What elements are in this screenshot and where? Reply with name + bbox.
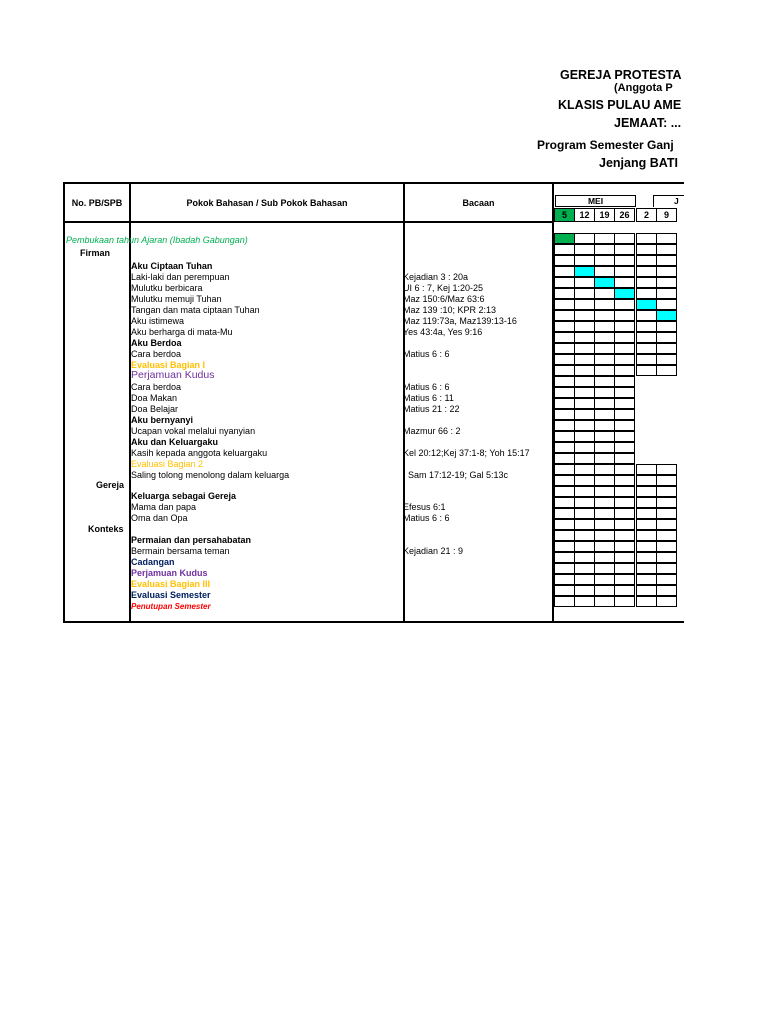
day-header: 2	[636, 208, 657, 222]
schedule-cell	[636, 475, 657, 486]
schedule-cell	[614, 387, 635, 398]
schedule-cell	[614, 519, 635, 530]
schedule-cell	[594, 288, 615, 299]
schedule-cell	[594, 563, 615, 574]
schedule-cell	[574, 299, 595, 310]
schedule-cell	[614, 596, 635, 607]
schedule-cell	[574, 255, 595, 266]
day-header: 26	[614, 208, 635, 222]
row-topic: Mulutku berbicara	[131, 283, 203, 293]
schedule-cell	[594, 497, 615, 508]
schedule-cell	[554, 398, 575, 409]
schedule-cell	[594, 332, 615, 343]
schedule-cell	[614, 409, 635, 420]
schedule-cell	[554, 552, 575, 563]
schedule-cell	[614, 365, 635, 376]
schedule-cell	[594, 574, 615, 585]
schedule-cell	[594, 486, 615, 497]
row-topic: Evaluasi Semester	[131, 590, 211, 600]
row-topic: Evaluasi Bagian 2	[131, 459, 204, 469]
title-jenjang: Jenjang BATI	[599, 156, 678, 170]
schedule-table	[63, 182, 684, 625]
row-topic: Laki-laki dan perempuan	[131, 272, 230, 282]
row-topic: Evaluasi Bagian I	[131, 360, 206, 370]
schedule-cell	[636, 277, 657, 288]
schedule-cell	[656, 321, 677, 332]
schedule-cell	[554, 574, 575, 585]
schedule-cell	[554, 376, 575, 387]
schedule-cell	[594, 299, 615, 310]
day-header: 19	[594, 208, 615, 222]
day-header: 5	[554, 208, 575, 222]
schedule-cell	[614, 332, 635, 343]
schedule-cell	[594, 464, 615, 475]
schedule-cell	[554, 475, 575, 486]
schedule-cell	[574, 310, 595, 321]
schedule-cell	[574, 398, 595, 409]
schedule-cell	[554, 431, 575, 442]
schedule-cell	[636, 519, 657, 530]
schedule-cell	[656, 299, 677, 310]
row-reading: Efesus 6:1	[403, 502, 446, 512]
schedule-cell	[554, 420, 575, 431]
schedule-cell	[614, 321, 635, 332]
schedule-cell	[594, 266, 615, 277]
row-reading: I Sam 17:12-19; Gal 5:13c	[403, 470, 509, 480]
schedule-cell	[574, 453, 595, 464]
table-border-bottom	[63, 621, 684, 623]
schedule-cell	[574, 519, 595, 530]
schedule-cell	[594, 343, 615, 354]
row-topic: Aku berharga di mata-Mu	[131, 327, 233, 337]
schedule-cell	[636, 497, 657, 508]
schedule-cell	[594, 541, 615, 552]
schedule-cell	[636, 321, 657, 332]
schedule-cell	[554, 464, 575, 475]
schedule-cell	[574, 266, 595, 277]
month-header-mei: MEI	[555, 195, 636, 207]
day-header: 12	[574, 208, 595, 222]
schedule-cell	[656, 519, 677, 530]
schedule-cell	[636, 244, 657, 255]
schedule-cell	[594, 420, 615, 431]
schedule-cell	[636, 508, 657, 519]
row-reading: Yes 43:4a, Yes 9:16	[403, 327, 483, 337]
schedule-cell	[554, 255, 575, 266]
row-topic: Penutupan Semester	[131, 602, 211, 611]
schedule-cell	[614, 563, 635, 574]
schedule-cell	[636, 563, 657, 574]
schedule-cell	[636, 530, 657, 541]
row-reading: Kejadian 3 : 20a	[403, 272, 469, 282]
row-topic: Permaian dan persahabatan	[131, 535, 252, 545]
schedule-cell	[656, 244, 677, 255]
schedule-cell	[614, 299, 635, 310]
schedule-cell	[614, 497, 635, 508]
schedule-cell	[656, 508, 677, 519]
schedule-cell	[574, 244, 595, 255]
row-topic: Bermain bersama teman	[131, 546, 230, 556]
schedule-cell	[594, 453, 615, 464]
schedule-cell	[656, 574, 677, 585]
row-topic: Aku Berdoa	[131, 338, 182, 348]
row-topic: Doa Belajar	[131, 404, 179, 414]
schedule-cell	[656, 255, 677, 266]
schedule-cell	[554, 409, 575, 420]
schedule-cell	[574, 585, 595, 596]
schedule-cell	[614, 255, 635, 266]
row-topic: Mulutku memuji Tuhan	[131, 294, 222, 304]
schedule-cell	[554, 321, 575, 332]
schedule-cell	[594, 398, 615, 409]
schedule-cell	[614, 442, 635, 453]
schedule-cell	[614, 552, 635, 563]
schedule-cell	[574, 431, 595, 442]
schedule-cell	[554, 266, 575, 277]
schedule-cell	[594, 409, 615, 420]
schedule-cell	[636, 310, 657, 321]
row-topic: Doa Makan	[131, 393, 178, 403]
schedule-cell	[656, 266, 677, 277]
schedule-cell	[594, 596, 615, 607]
row-topic: Aku istimewa	[131, 316, 185, 326]
schedule-cell	[574, 376, 595, 387]
schedule-cell	[614, 453, 635, 464]
schedule-cell	[614, 244, 635, 255]
schedule-cell	[594, 519, 615, 530]
schedule-cell	[594, 310, 615, 321]
row-topic: Pembukaan tahun Ajaran (Ibadah Gabungan)	[66, 235, 248, 245]
schedule-cell	[554, 277, 575, 288]
schedule-cell	[574, 442, 595, 453]
schedule-cell	[574, 233, 595, 244]
schedule-cell	[614, 376, 635, 387]
schedule-cell	[594, 376, 615, 387]
schedule-cell	[554, 519, 575, 530]
schedule-cell	[554, 541, 575, 552]
row-topic: Ucapan vokal melalui nyanyian	[131, 426, 256, 436]
schedule-cell	[554, 442, 575, 453]
schedule-cell	[636, 288, 657, 299]
row-topic: Tangan dan mata ciptaan Tuhan	[131, 305, 260, 315]
schedule-cell	[656, 365, 677, 376]
schedule-cell	[614, 574, 635, 585]
schedule-cell	[574, 530, 595, 541]
row-reading: Kejadian 21 : 9	[403, 546, 464, 556]
schedule-cell	[614, 354, 635, 365]
title-membership: (Anggota P	[614, 82, 673, 94]
schedule-cell	[656, 277, 677, 288]
schedule-cell	[614, 508, 635, 519]
schedule-cell	[614, 277, 635, 288]
schedule-cell	[594, 585, 615, 596]
schedule-cell	[574, 508, 595, 519]
schedule-cell	[574, 332, 595, 343]
schedule-cell	[554, 585, 575, 596]
row-topic: Aku Ciptaan Tuhan	[131, 261, 213, 271]
schedule-cell	[554, 486, 575, 497]
schedule-cell	[574, 563, 595, 574]
schedule-cell	[656, 497, 677, 508]
schedule-cell	[614, 233, 635, 244]
row-topic: Mama dan papa	[131, 502, 197, 512]
schedule-cell	[614, 288, 635, 299]
schedule-cell	[554, 354, 575, 365]
schedule-cell	[614, 420, 635, 431]
schedule-cell	[574, 574, 595, 585]
schedule-cell	[614, 585, 635, 596]
schedule-cell	[594, 255, 615, 266]
schedule-cell	[614, 266, 635, 277]
schedule-cell	[594, 508, 615, 519]
schedule-cell	[554, 233, 575, 244]
schedule-cell	[614, 530, 635, 541]
row-reading: Matius 6 : 6	[403, 349, 450, 359]
row-topic: Oma dan Opa	[131, 513, 188, 523]
schedule-cell	[594, 321, 615, 332]
schedule-cell	[614, 475, 635, 486]
schedule-cell	[636, 354, 657, 365]
schedule-cell	[594, 244, 615, 255]
row-reading: Matius 6 : 11	[403, 393, 454, 403]
row-topic: Cadangan	[131, 557, 175, 567]
row-topic: Keluarga sebagai Gereja	[131, 491, 237, 501]
schedule-cell	[636, 464, 657, 475]
schedule-cell	[656, 475, 677, 486]
schedule-cell	[614, 398, 635, 409]
schedule-cell	[554, 365, 575, 376]
month-header-next: J	[653, 195, 684, 207]
schedule-cell	[574, 475, 595, 486]
schedule-cell	[554, 530, 575, 541]
row-topic: Kasih kepada anggota keluargaku	[131, 448, 268, 458]
schedule-cell	[636, 541, 657, 552]
schedule-cell	[574, 420, 595, 431]
row-topic: Cara berdoa	[131, 382, 182, 392]
column-header-pokok-bahasan: Pokok Bahasan / Sub Pokok Bahasan	[186, 198, 348, 208]
schedule-cell	[656, 530, 677, 541]
schedule-cell	[614, 343, 635, 354]
table-border-left	[63, 182, 65, 623]
schedule-cell	[574, 387, 595, 398]
schedule-cell	[594, 365, 615, 376]
row-reading: Matius 6 : 6	[403, 513, 450, 523]
row-topic: Aku dan Keluargaku	[131, 437, 219, 447]
schedule-cell	[574, 277, 595, 288]
schedule-cell	[574, 343, 595, 354]
schedule-cell	[594, 431, 615, 442]
side-label-konteks: Konteks	[88, 524, 124, 534]
schedule-cell	[554, 299, 575, 310]
schedule-cell	[614, 464, 635, 475]
schedule-cell	[656, 288, 677, 299]
schedule-cell	[636, 255, 657, 266]
row-reading: Mazmur 66 : 2	[403, 426, 461, 436]
row-reading: Maz 150:6/Maz 63:6	[403, 294, 485, 304]
schedule-cell	[554, 563, 575, 574]
schedule-cell	[554, 453, 575, 464]
schedule-cell	[636, 343, 657, 354]
schedule-cell	[554, 244, 575, 255]
schedule-cell	[554, 332, 575, 343]
row-topic: Evaluasi Bagian III	[131, 579, 211, 589]
schedule-cell	[656, 332, 677, 343]
schedule-cell	[656, 541, 677, 552]
day-header: 9	[656, 208, 677, 222]
side-label-firman: Firman	[80, 248, 111, 258]
schedule-cell	[656, 552, 677, 563]
row-topic: Cara berdoa	[131, 349, 182, 359]
schedule-cell	[574, 321, 595, 332]
row-reading: Matius 6 : 6	[403, 382, 450, 392]
schedule-cell	[614, 486, 635, 497]
row-reading: Maz 139 :10; KPR 2:13	[403, 305, 497, 315]
schedule-cell	[574, 497, 595, 508]
schedule-cell	[636, 486, 657, 497]
schedule-cell	[574, 552, 595, 563]
column-header-bacaan: Bacaan	[462, 198, 495, 208]
schedule-cell	[554, 310, 575, 321]
schedule-cell	[636, 596, 657, 607]
schedule-cell	[594, 233, 615, 244]
schedule-cell	[656, 596, 677, 607]
row-topic: Saling tolong menolong dalam keluarga	[131, 470, 290, 480]
row-reading: Kel 20:12;Kej 37:1-8; Yoh 15:17	[403, 448, 530, 458]
schedule-cell	[594, 277, 615, 288]
schedule-cell	[554, 508, 575, 519]
schedule-cell	[594, 442, 615, 453]
schedule-cell	[594, 354, 615, 365]
title-jemaat: JEMAAT: ...	[614, 116, 682, 130]
row-reading: UI 6 : 7, Kej 1:20-25	[403, 283, 484, 293]
schedule-cell	[554, 497, 575, 508]
title-klasis: KLASIS PULAU AME	[558, 98, 682, 112]
schedule-cell	[594, 530, 615, 541]
title-church-name: GEREJA PROTESTA	[560, 68, 682, 82]
schedule-cell	[554, 288, 575, 299]
schedule-cell	[574, 464, 595, 475]
row-reading: Maz 119:73a, Maz139:13-16	[403, 316, 517, 326]
schedule-cell	[656, 486, 677, 497]
schedule-cell	[574, 288, 595, 299]
row-topic: Aku bernyanyi	[131, 415, 194, 425]
schedule-cell	[656, 354, 677, 365]
column-header-no: No. PB/SPB	[71, 198, 123, 208]
schedule-cell	[656, 310, 677, 321]
row-topic: Perjamuan Kudus	[131, 369, 215, 381]
row-reading: Matius 21 : 22	[403, 404, 460, 414]
schedule-cell	[636, 299, 657, 310]
schedule-cell	[554, 343, 575, 354]
schedule-cell	[574, 365, 595, 376]
schedule-cell	[574, 354, 595, 365]
schedule-cell	[594, 387, 615, 398]
schedule-cell	[656, 233, 677, 244]
schedule-cell	[574, 486, 595, 497]
schedule-cell	[594, 552, 615, 563]
side-label-gereja: Gereja	[96, 480, 125, 490]
schedule-cell	[574, 596, 595, 607]
schedule-cell	[614, 431, 635, 442]
schedule-cell	[636, 332, 657, 343]
schedule-cell	[554, 596, 575, 607]
schedule-cell	[656, 343, 677, 354]
schedule-cell	[594, 475, 615, 486]
schedule-cell	[636, 552, 657, 563]
schedule-cell	[574, 541, 595, 552]
schedule-cell	[614, 310, 635, 321]
schedule-cell	[614, 541, 635, 552]
title-program: Program Semester Ganj	[537, 138, 674, 152]
schedule-cell	[636, 365, 657, 376]
schedule-cell	[656, 563, 677, 574]
schedule-cell	[636, 266, 657, 277]
row-topic: Perjamuan Kudus	[131, 568, 208, 578]
schedule-cell	[656, 585, 677, 596]
schedule-cell	[636, 585, 657, 596]
schedule-cell	[636, 574, 657, 585]
schedule-cell	[554, 387, 575, 398]
schedule-cell	[574, 409, 595, 420]
schedule-cell	[656, 464, 677, 475]
schedule-cell	[636, 233, 657, 244]
